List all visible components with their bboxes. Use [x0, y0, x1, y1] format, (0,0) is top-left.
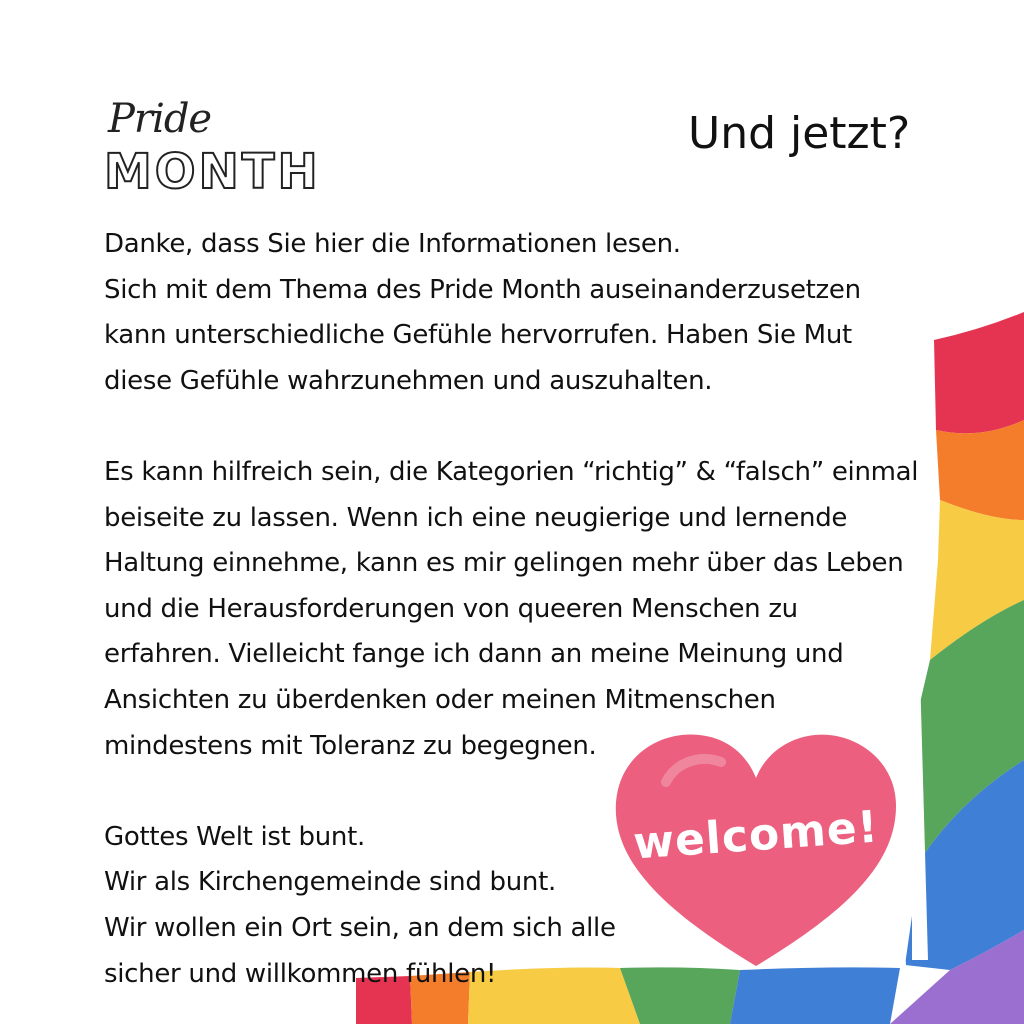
text-line: Danke, dass Sie hier die Informationen lesen. [104, 229, 681, 259]
text-line: erfahren. Vielleicht fange ich dann an meine Meinung und [104, 639, 844, 670]
welcome-heart [606, 722, 906, 982]
page-heading: Und jetzt? [688, 108, 911, 159]
logo-month-text: MONTH [104, 144, 321, 200]
text-line: sicher und willkommen fühlen! [104, 958, 497, 989]
text-line: kann unterschiedliche Gefühle hervorrufen. Haben Sie Mut [104, 320, 852, 351]
text-line: diese Gefühle wahrzunehmen und auszuhalten. [104, 365, 713, 396]
text-line: Ansichten zu überdenken oder meinen Mitmenschen [104, 684, 776, 715]
text-line: und die Herausforderungen von queeren Menschen zu [104, 593, 798, 624]
pride-month-logo [104, 96, 321, 206]
text-line: Wir wollen ein Ort sein, an dem sich alle [104, 912, 616, 943]
text-line: mindestens mit Toleranz zu begegnen. [104, 730, 597, 761]
text-line: Wir als Kirchengemeinde sind bunt. [104, 867, 556, 898]
heart-welcome-label: welcome! [631, 801, 881, 870]
text-line: Haltung einnehme, kann es mir gelingen mehr über das Leben [104, 548, 904, 579]
text-line: beiseite zu lassen. Wenn ich eine neugierige und lernende [104, 502, 848, 533]
paragraph-gap [104, 404, 924, 450]
text-line: Gottes Welt ist bunt. [104, 821, 365, 852]
text-line: Es kann hilfreich sein, die Kategorien “richtig” & “falsch” einmal [104, 456, 919, 487]
text-line: Sich mit dem Thema des Pride Month auseinanderzusetzen [104, 274, 861, 305]
logo-script-text: Pride [108, 96, 212, 142]
